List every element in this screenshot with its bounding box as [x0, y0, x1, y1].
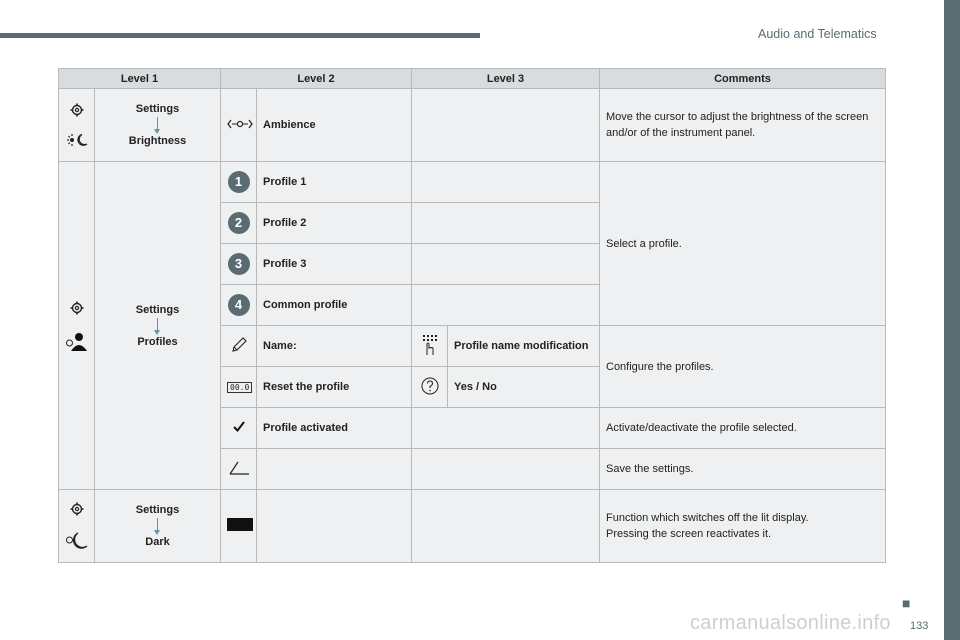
- top-accent-bar: [0, 33, 480, 38]
- check-icon-cell: [221, 408, 257, 449]
- ambience-icon-cell: [221, 89, 257, 162]
- level2-profile-activated: Profile activated: [257, 408, 412, 449]
- level1-brightness: [95, 89, 221, 162]
- level3-empty: [412, 285, 600, 326]
- comment-line: Pressing the screen reactivates it.: [606, 528, 772, 540]
- level2-reset-profile: Reset the profile: [257, 367, 412, 408]
- comment-dark: [600, 490, 886, 563]
- level1-bottom-label: Dark: [145, 536, 170, 548]
- level1-top-label: Settings: [135, 504, 180, 516]
- gear-icon: [70, 301, 84, 315]
- profile-badge-cell: [221, 244, 257, 285]
- level3-yes-no: Yes / No: [448, 367, 600, 408]
- level2-empty: [257, 490, 412, 563]
- brightness-icon: [66, 133, 88, 147]
- section-title: Audio and Telematics: [758, 27, 877, 41]
- number-badge: 2: [228, 212, 250, 234]
- settings-table: [58, 68, 886, 563]
- level3-profile-name-modification: Profile name modification: [448, 326, 600, 367]
- keyboard-touch-icon: [420, 334, 440, 356]
- level1-bottom-label: Profiles: [137, 335, 178, 348]
- arrow-down-icon: [157, 518, 158, 532]
- level1-dark: [95, 490, 221, 563]
- number-badge: 3: [228, 253, 250, 275]
- comment-select-profile: Select a profile.: [600, 162, 886, 326]
- level1-top-label: Settings: [135, 303, 180, 316]
- level3-empty: [412, 449, 600, 490]
- comment-brightness: Move the cursor to adjust the brightness of the screen and/or of the instrument panel.: [600, 89, 886, 162]
- level2-profile: Profile 3: [257, 244, 412, 285]
- column-header: Level 1: [59, 69, 221, 89]
- side-strip: [944, 0, 960, 640]
- back-arrow-icon-cell: [221, 449, 257, 490]
- profile-badge-cell: [221, 203, 257, 244]
- number-badge: 1: [228, 171, 250, 193]
- reset-icon-cell: [221, 367, 257, 408]
- column-header: Comments: [600, 69, 886, 89]
- comment-configure-profiles: Configure the profiles.: [600, 326, 886, 408]
- checkmark-icon: [233, 421, 245, 432]
- level3-empty: [412, 490, 600, 563]
- question-icon-cell: [412, 367, 448, 408]
- page-marker: ■: [902, 595, 911, 611]
- level1-icons: [59, 490, 95, 563]
- level3-empty: [412, 203, 600, 244]
- level1-icons: [59, 162, 95, 490]
- gear-icon: [70, 103, 84, 117]
- level3-empty: [412, 244, 600, 285]
- comment-line: Function which switches off the lit display.: [606, 512, 809, 524]
- watermark: carmanualsonline.info: [690, 612, 891, 634]
- pencil-icon-cell: [221, 326, 257, 367]
- level1-profiles: [95, 162, 221, 490]
- level3-empty: [412, 162, 600, 203]
- level2-ambience: Ambience: [257, 89, 412, 162]
- pencil-icon: [231, 337, 247, 353]
- level3-empty: [412, 89, 600, 162]
- table-row-profile-1: [59, 162, 886, 203]
- table-header-row: [59, 69, 886, 89]
- number-badge: 4: [228, 294, 250, 316]
- level2-empty: [257, 449, 412, 490]
- level1-icons: [59, 89, 95, 162]
- level1-top-label: Settings: [135, 103, 180, 115]
- level2-profile: Profile 1: [257, 162, 412, 203]
- arrow-down-icon: [157, 117, 158, 131]
- gear-icon: [70, 502, 84, 516]
- profile-badge-cell: [221, 162, 257, 203]
- level1-bottom-label: Brightness: [128, 135, 187, 147]
- page-number: 133: [910, 620, 929, 632]
- column-header: Level 2: [221, 69, 412, 89]
- ambience-slider-icon: [227, 119, 253, 129]
- user-profile-icon: [66, 331, 88, 351]
- comment-save-settings: Save the settings.: [600, 449, 886, 490]
- dark-icon-cell: [221, 490, 257, 563]
- level3-empty: [412, 408, 600, 449]
- arrow-down-icon: [157, 318, 158, 332]
- level2-name: Name:: [257, 326, 412, 367]
- moon-icon: [66, 532, 88, 550]
- reset-counter-icon: 00.0: [227, 382, 252, 393]
- question-icon: [421, 377, 439, 395]
- keyboard-icon-cell: [412, 326, 448, 367]
- level2-profile: Profile 2: [257, 203, 412, 244]
- dark-screen-icon: [227, 518, 253, 531]
- profile-badge-cell: [221, 285, 257, 326]
- column-header: Level 3: [412, 69, 600, 89]
- table-row-dark: [59, 490, 886, 563]
- level2-profile: Common profile: [257, 285, 412, 326]
- comment-activate-profile: Activate/deactivate the profile selected.: [600, 408, 886, 449]
- table-row-brightness: [59, 89, 886, 162]
- back-arrow-icon: [228, 460, 250, 476]
